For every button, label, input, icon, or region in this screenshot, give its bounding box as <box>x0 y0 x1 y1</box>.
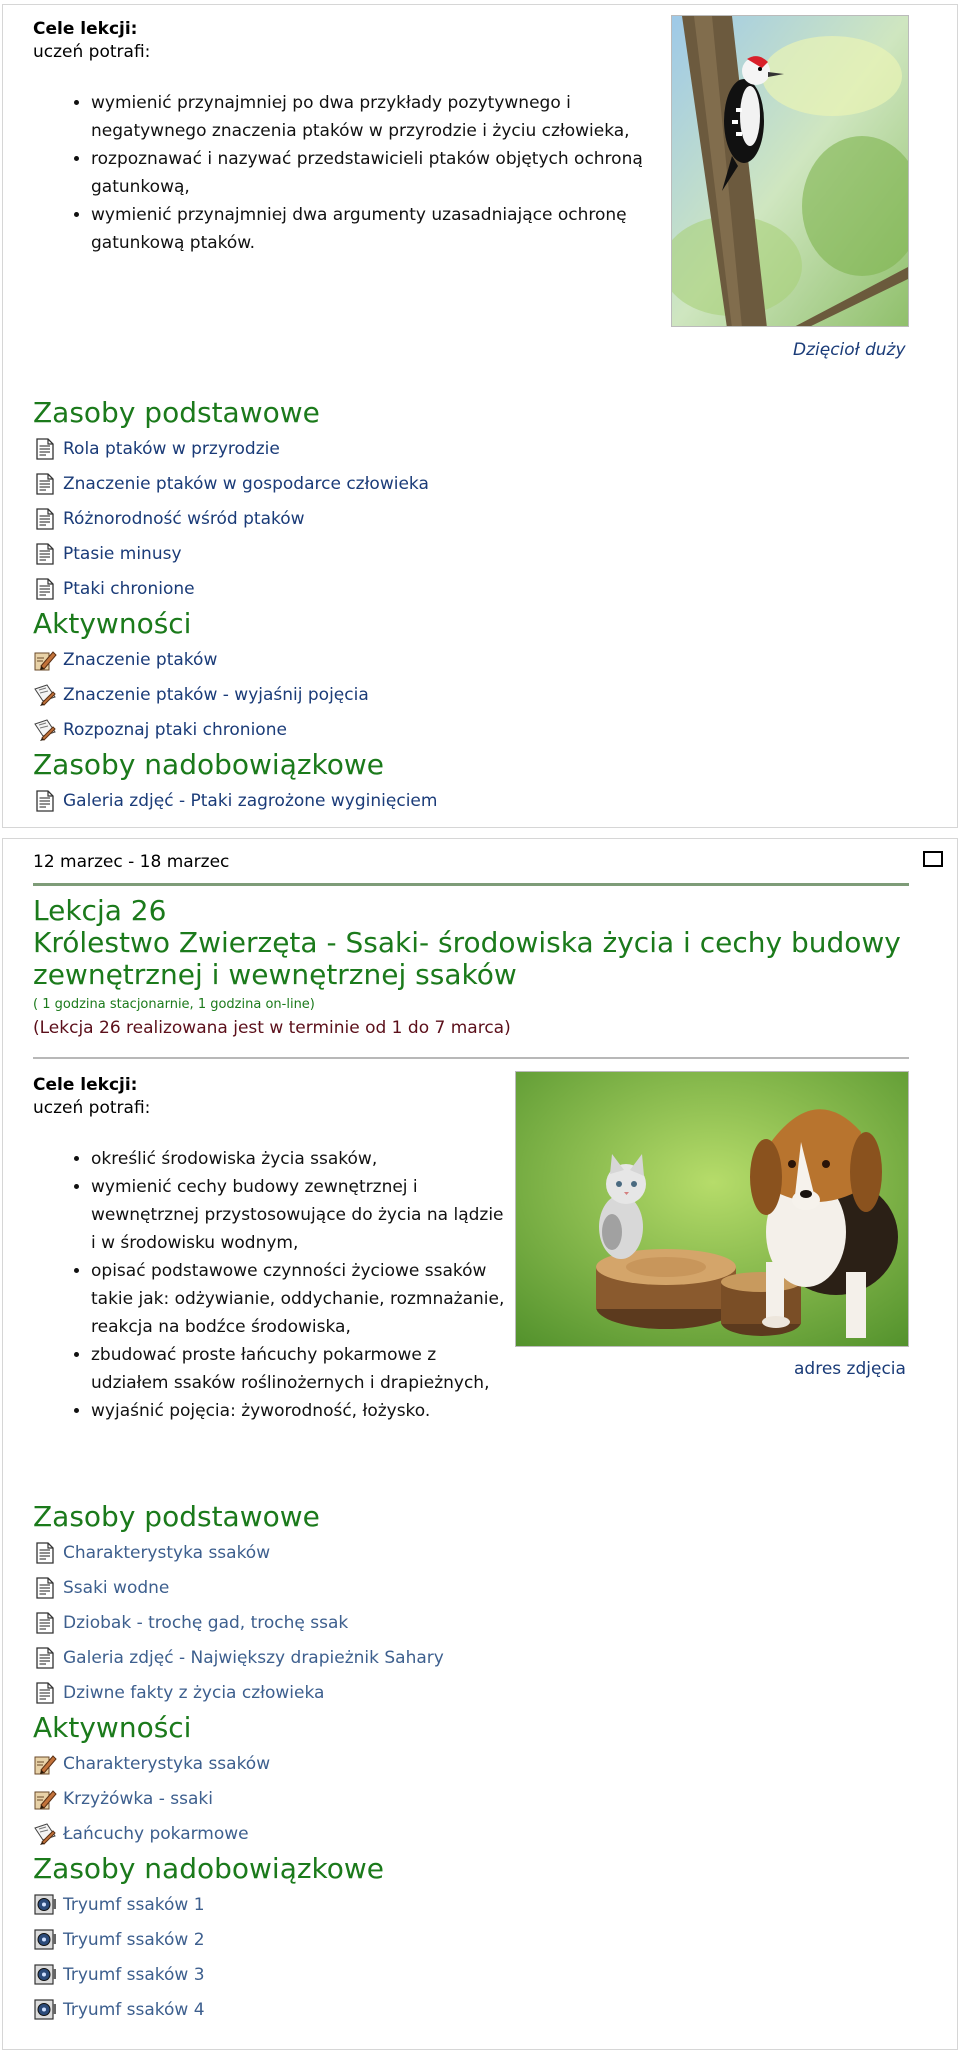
goal-item: • rozpoznawać i nazywać przedstawicieli ptaków objętych ochroną gatunkową, <box>91 145 673 201</box>
activities-list <box>33 642 913 747</box>
resource-link[interactable] <box>33 1675 913 1710</box>
goal-item: • opisać podstawowe czynności życiowe ssaków takie jak: odżywianie, oddychanie, rozmnażanie, reakcja na bodźce środowiska, <box>91 1257 513 1341</box>
quiz-icon <box>33 718 57 742</box>
topic-section-mammals <box>2 838 958 2050</box>
resource-link[interactable] <box>33 1535 913 1570</box>
page-icon <box>33 507 57 531</box>
page-icon <box>33 1646 57 1670</box>
page-icon <box>33 789 57 813</box>
goals-subtitle: uczeń potrafi: <box>33 42 151 62</box>
assignment-icon <box>33 1787 57 1811</box>
activity-link[interactable] <box>33 1746 913 1781</box>
activity-link[interactable] <box>33 1781 913 1816</box>
activities-heading: Aktywności <box>33 607 192 640</box>
page-icon <box>33 437 57 461</box>
resource-link[interactable] <box>33 536 913 571</box>
woodpecker-photo <box>671 15 909 327</box>
resource-link[interactable] <box>33 571 913 606</box>
divider <box>33 1057 909 1059</box>
assignment-icon <box>33 1752 57 1776</box>
lesson-subtitle: Królestwo Zwierzęta - Ssaki- środowiska życia i cechy budowy zewnętrznej i wewnętrznej ssaków <box>33 926 901 991</box>
video-link[interactable] <box>33 1957 913 1992</box>
video-link[interactable] <box>33 1887 913 1922</box>
video-link[interactable] <box>33 1922 913 1957</box>
goal-item: • wymienić cechy budowy zewnętrznej i wewnętrznej przystosowujące do życia na lądzie i w środowisku wodnym, <box>91 1173 513 1257</box>
video-label: Tryumf ssaków 1 <box>63 1894 205 1915</box>
activities-heading: Aktywności <box>33 1711 192 1744</box>
video-link[interactable] <box>33 1992 913 2027</box>
activity-link[interactable] <box>33 677 913 712</box>
video-label: Tryumf ssaków 2 <box>63 1929 205 1950</box>
resource-link[interactable] <box>33 783 913 818</box>
resource-link[interactable] <box>33 1605 913 1640</box>
extra-resources-heading: Zasoby nadobowiązkowe <box>33 1852 385 1885</box>
activity-link[interactable] <box>33 1816 913 1851</box>
resource-label: Znaczenie ptaków w gospodarce człowieka <box>63 473 429 494</box>
basic-resources-list <box>33 1535 913 1710</box>
activity-label: Charakterystyka ssaków <box>63 1753 271 1774</box>
page-icon <box>33 577 57 601</box>
assignment-icon <box>33 648 57 672</box>
lesson-note: (Lekcja 26 realizowana jest w terminie od 1 do 7 marca) <box>33 1018 511 1038</box>
resource-label: Charakterystyka ssaków <box>63 1542 271 1563</box>
lesson-title: Lekcja 26 <box>33 894 167 927</box>
resource-label: Różnorodność wśród ptaków <box>63 508 305 529</box>
goal-item: • wyjaśnić pojęcia: żyworodność, łożysko. <box>91 1397 513 1425</box>
resource-link[interactable] <box>33 466 913 501</box>
extra-resources-heading: Zasoby nadobowiązkowe <box>33 748 385 781</box>
activity-label: Znaczenie ptaków - wyjaśnij pojęcia <box>63 684 369 705</box>
resource-label: Dziobak - trochę gad, trochę ssak <box>63 1612 349 1633</box>
lesson-hours: ( 1 godzina stacjonarnie, 1 godzina on-line) <box>33 997 315 1012</box>
page-icon <box>33 1541 57 1565</box>
activity-link[interactable] <box>33 712 913 747</box>
resource-link[interactable] <box>33 1640 913 1675</box>
page-icon <box>33 1611 57 1635</box>
resource-link[interactable] <box>33 501 913 536</box>
resource-label: Dziwne fakty z życia człowieka <box>63 1682 325 1703</box>
activity-label: Łańcuchy pokarmowe <box>63 1823 249 1844</box>
resource-label: Rola ptaków w przyrodzie <box>63 438 280 459</box>
divider <box>33 883 909 886</box>
activity-label: Rozpoznaj ptaki chronione <box>63 719 287 740</box>
goals-list <box>33 1145 513 1425</box>
video-icon <box>33 1963 57 1987</box>
goal-item: • zbudować proste łańcuchy pokarmowe z udziałem ssaków roślinożernych i drapieżnych, <box>91 1341 513 1397</box>
topic-section-birds <box>2 4 958 828</box>
highlight-toggle[interactable] <box>923 851 943 867</box>
quiz-icon <box>33 683 57 707</box>
basic-resources-heading: Zasoby podstawowe <box>33 1500 320 1533</box>
resource-label: Ptaki chronione <box>63 578 195 599</box>
goal-item: • wymienić przynajmniej dwa argumenty uzasadniające ochronę gatunkową ptaków. <box>91 201 673 257</box>
resource-label: Galeria zdjęć - Ptaki zagrożone wyginięciem <box>63 790 438 811</box>
goals-subtitle: uczeń potrafi: <box>33 1098 151 1118</box>
page-icon <box>33 472 57 496</box>
resource-link[interactable] <box>33 431 913 466</box>
goals-list <box>33 89 673 257</box>
activity-link[interactable] <box>33 642 913 677</box>
page-icon <box>33 1576 57 1600</box>
basic-resources-heading: Zasoby podstawowe <box>33 396 320 429</box>
video-icon <box>33 1928 57 1952</box>
video-label: Tryumf ssaków 4 <box>63 1999 205 2020</box>
week-dates: 12 marzec - 18 marzec <box>33 852 230 872</box>
extra-resources-list <box>33 1887 913 2027</box>
goal-item: • wymienić przynajmniej po dwa przykłady pozytywnego i negatywnego znaczenia ptaków w przyrodzie i życiu człowieka, <box>91 89 673 145</box>
resource-label: Galeria zdjęć - Największy drapieżnik Sahary <box>63 1647 444 1668</box>
photo-caption[interactable]: adres zdjęcia <box>794 1359 906 1379</box>
goals-title: Cele lekcji: <box>33 19 138 39</box>
resource-link[interactable] <box>33 1570 913 1605</box>
resource-label: Ssaki wodne <box>63 1577 170 1598</box>
photo-caption: Dzięcioł duży <box>793 340 906 360</box>
resource-label: Ptasie minusy <box>63 543 182 564</box>
video-icon <box>33 1998 57 2022</box>
cat-and-dog-photo <box>515 1071 909 1347</box>
page-icon <box>33 542 57 566</box>
basic-resources-list <box>33 431 913 606</box>
activities-list <box>33 1746 913 1851</box>
video-label: Tryumf ssaków 3 <box>63 1964 205 1985</box>
activity-label: Krzyżówka - ssaki <box>63 1788 213 1809</box>
activity-label: Znaczenie ptaków <box>63 649 218 670</box>
extra-resources-list <box>33 783 913 818</box>
quiz-icon <box>33 1822 57 1846</box>
video-icon <box>33 1893 57 1917</box>
goals-title: Cele lekcji: <box>33 1075 138 1095</box>
goal-item: • określić środowiska życia ssaków, <box>91 1145 513 1173</box>
page-icon <box>33 1681 57 1705</box>
